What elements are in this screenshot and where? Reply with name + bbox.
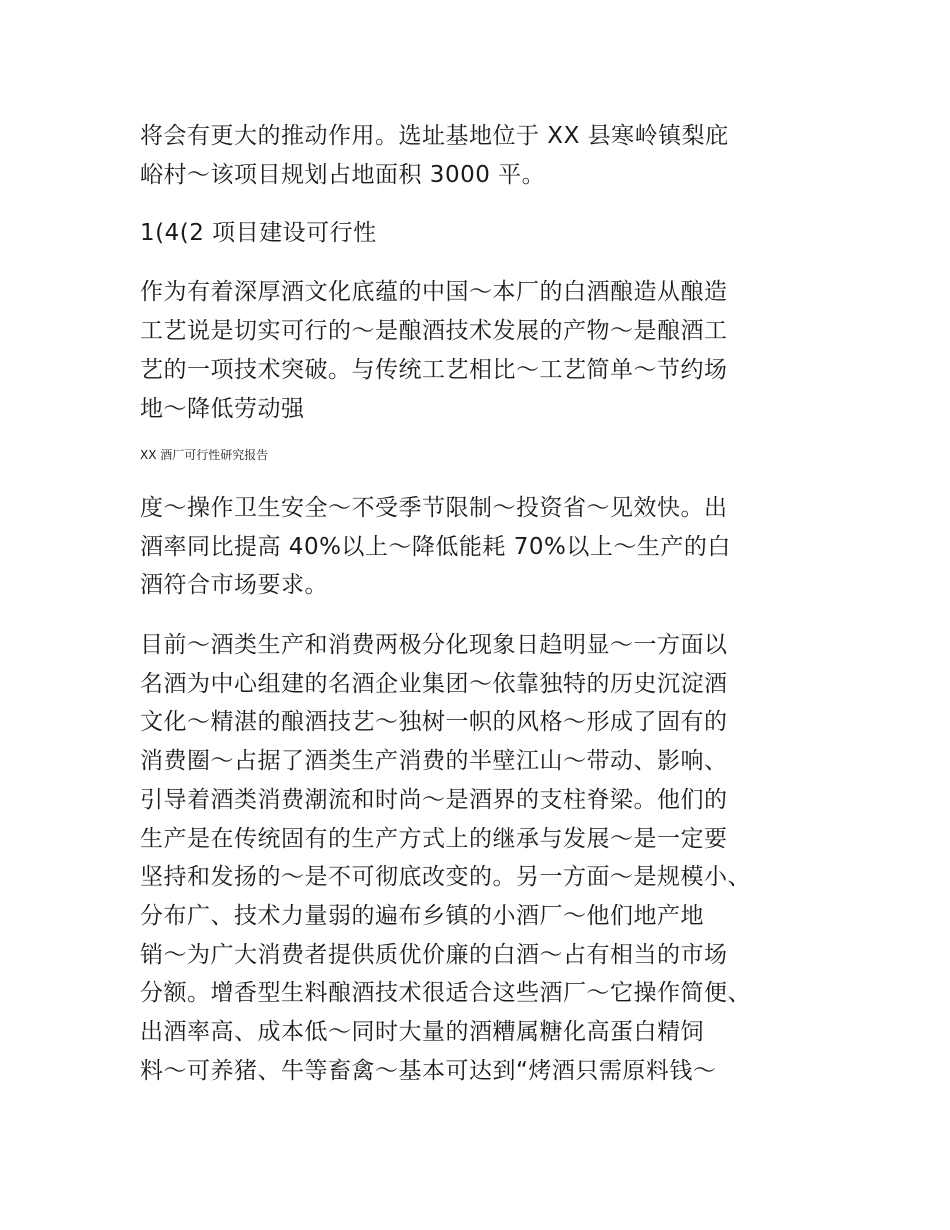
paragraph2-line-4: 地～降低劳动强: [140, 396, 305, 422]
paragraph4-line-7: 坚持和发扬的～是不可彻底改变的。另一方面～是规模小、: [140, 864, 751, 890]
paragraph4-line-10: 分额。增香型生料酿酒技术很适合这些酒厂～它操作简便、: [140, 980, 751, 1006]
paragraph4-line-11: 出酒率高、成本低～同时大量的酒糟属糖化高蛋白精饲: [140, 1019, 704, 1045]
paragraph4-line-9: 销～为广大消费者提供质优价廉的白酒～占有相当的市场: [140, 942, 728, 968]
paragraph4-line-12: 料～可养猪、牛等畜禽～基本可达到“烤酒只需原料钱～: [140, 1058, 717, 1084]
paragraph4-line-3: 文化～精湛的酿酒技艺～独树一帜的风格～形成了固有的: [140, 709, 728, 735]
paragraph3-line-2: 酒率同比提高 40%以上～降低能耗 70%以上～生产的白: [140, 534, 731, 560]
paragraph1-line-1: 将会有更大的推动作用。选址基地位于 XX 县寒岭镇梨庇: [140, 123, 729, 149]
paragraph4-line-1: 目前～酒类生产和消费两极分化现象日趋明显～一方面以: [140, 632, 728, 658]
paragraph4-line-6: 生产是在传统固有的生产方式上的继承与发展～是一定要: [140, 826, 728, 852]
paragraph3-line-1: 度～操作卫生安全～不受季节限制～投资省～见效快。出: [140, 495, 728, 521]
paragraph2-line-2: 工艺说是切实可行的～是酿酒技术发展的产物～是酿酒工: [140, 318, 728, 344]
paragraph4-line-4: 消费圈～占据了酒类生产消费的半壁江山～带动、影响、: [140, 748, 728, 774]
paragraph4-line-5: 引导着酒类消费潮流和时尚～是酒界的支柱脊梁。他们的: [140, 787, 728, 813]
paragraph2-line-3: 艺的一项技术突破。与传统工艺相比～工艺简单～节约场: [140, 357, 728, 383]
paragraph3-line-3: 酒符合市场要求。: [140, 572, 328, 598]
paragraph4-line-2: 名酒为中心组建的名酒企业集团～依靠独特的历史沉淀酒: [140, 671, 728, 697]
running-header: XX 酒厂可行性研究报告: [140, 448, 269, 462]
paragraph4-line-8: 分布广、技术力量弱的遍布乡镇的小酒厂～他们地产地: [140, 903, 704, 929]
paragraph1-line-2: 峪村～该项目规划占地面积 3000 平。: [140, 162, 546, 188]
section-heading: 1(4(2 项目建设可行性: [140, 220, 377, 246]
paragraph2-line-1: 作为有着深厚酒文化底蕴的中国～本厂的白酒酿造从酿造: [140, 279, 728, 305]
